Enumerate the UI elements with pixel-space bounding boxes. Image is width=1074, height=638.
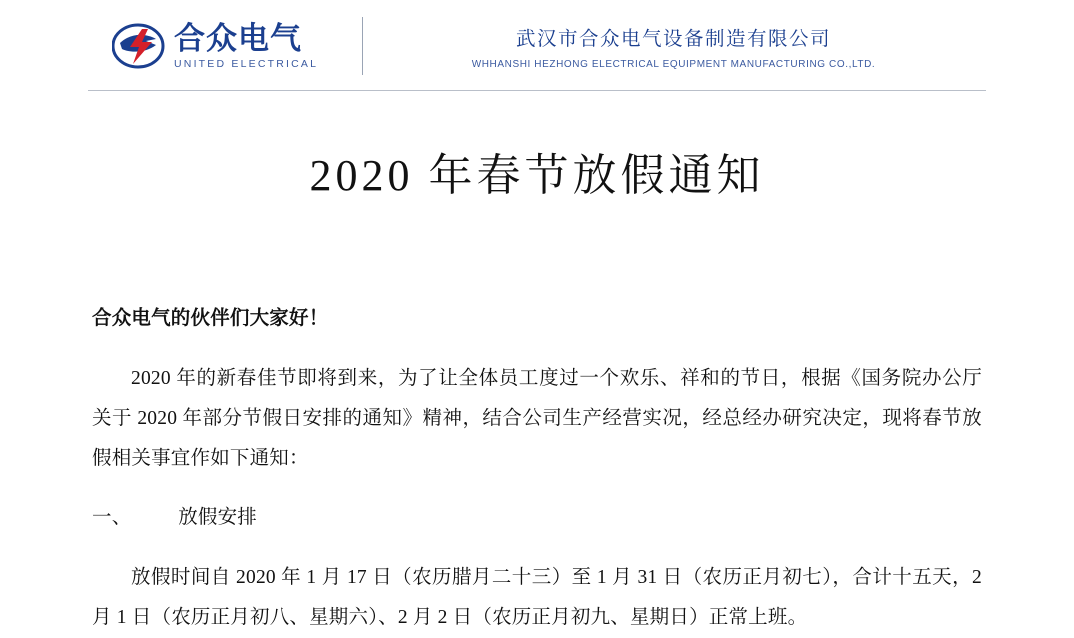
section-1-heading [92,498,982,538]
section-1-number: 一、 [92,507,132,528]
section-1-content: 放假时间自 2020 年 1 月 17 日（农历腊月二十三）至 1 月 31 日（农历正月初七），合计十五天，2 月 1 日（农历正月初八、星期六）、2 月 2 日（农历正月初九、星期日）正常上班。 [92,566,982,628]
company-name-en: WHHANSHI HEZHONG ELECTRICAL EQUIPMENT MANUFACTURING CO.,LTD. [471,58,876,70]
page-title: 2020 年春节放假通知 [309,151,765,200]
logo-brand-cn: 合众电气 [174,20,302,56]
letterhead [0,0,1074,92]
logo-brand-en: UNITED ELECTRICAL [174,57,319,70]
header-rule [88,90,986,91]
company-name-block [363,23,1074,70]
lightning-bolt-logo-icon [112,23,168,69]
section-1-title: 放假安排 [178,507,258,528]
intro-paragraph: 2020 年的新春佳节即将到来，为了让全体员工度过一个欢乐、祥和的节日，根据《国务院办公厅关于 2020 年部分节假日安排的通知》精神，结合公司生产经营实况，经总经办研究决定，现将春节放假相关事宜作如下通知： [92,367,982,469]
salutation: 合众电气的伙伴们大家好！ [92,308,329,329]
document-body [0,299,1074,638]
company-name-cn: 武汉市合众电气设备制造有限公司 [515,27,831,50]
company-logo [112,20,342,70]
logo-wordmark [174,20,319,70]
